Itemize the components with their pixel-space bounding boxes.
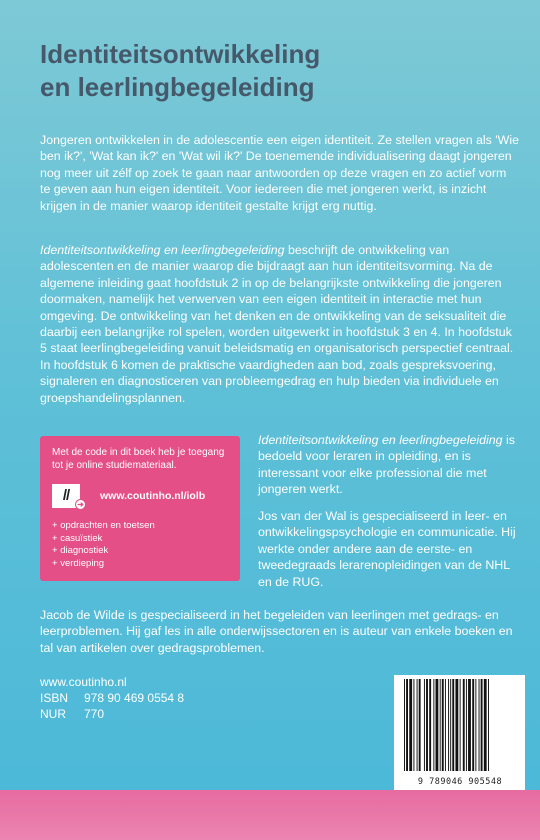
promo-feature-item: + casuïstiek: [52, 533, 228, 546]
barcode-bar: [436, 679, 439, 771]
title-line-2-bold: leerlingbegeleiding: [77, 72, 315, 102]
promo-feature-item: + diagnostiek: [52, 545, 228, 558]
barcode-number: 9 789046 905548: [417, 777, 503, 787]
barcode-bar: [440, 679, 441, 771]
online-code-icon-text: //: [62, 487, 70, 504]
audience-text: is bedoeld voor leraren in opleiding, en is interessant voor elke professional die met jongeren werkt.: [258, 433, 515, 497]
barcode-bar: [426, 679, 428, 771]
promo-url-link[interactable]: www.coutinho.nl/iolb: [100, 490, 206, 502]
barcode-bar: [460, 679, 461, 771]
barcode-bar: [479, 679, 480, 771]
colophon: [40, 674, 184, 722]
nur-value: 770: [84, 707, 105, 721]
promo-intro: Met de code in dit boek heb je toegang tot je online studiemateriaal.: [52, 447, 225, 471]
audience-italic-title: Identiteitsontwikkeling en leerlingbegeleiding: [258, 433, 503, 447]
author1-bio: Jos van der Wal is gespecialiseerd in leer- en ontwikkelingspsychologie en communicatie. Hij werkte onder andere aan de eerste- en tweedegraads lerarenopleidingen van de NHL en de RUG.: [258, 509, 516, 589]
barcode-bar: [481, 679, 483, 771]
online-code-icon: [52, 484, 84, 509]
isbn-barcode: [394, 675, 525, 790]
barcode-bar: [452, 679, 454, 771]
online-material-box: [40, 436, 240, 581]
barcode-bar: [424, 679, 425, 771]
isbn-label: ISBN: [40, 691, 69, 705]
barcode-bar: [404, 679, 405, 771]
title-line-2: [40, 71, 510, 104]
barcode-bars: [402, 679, 518, 775]
author2-bio: Jacob de Wilde is gespecialiseerd in het begeleiden van leerlingen met gedrags- en leerproblemen. Hij gaf les in alle onderwijssectoren en is auteur van enkele boeken en tal van artikelen over gedragsproblemen.: [40, 608, 513, 655]
title-line-1: Identiteitsontwikkeling: [40, 39, 321, 69]
barcode-bar: [417, 679, 418, 771]
barcode-bar: [450, 679, 451, 771]
barcode-bar: [442, 679, 444, 771]
barcode-bar: [409, 679, 412, 771]
barcode-bar: [466, 679, 467, 771]
barcode-bar: [463, 679, 465, 771]
barcode-bar: [413, 679, 414, 771]
barcode-bar: [455, 679, 458, 771]
barcode-bar: [468, 679, 471, 771]
nur-label: NUR: [40, 707, 66, 721]
description-text: beschrijft de ontwikkeling van adolescenten en de manier waarop die bijdraagt aan hun identiteitsvorming. Na de algemene inleiding gaat hoofdstuk 2 in op de belangrijkste ontwikkeling die jongeren doormaken, namelijk het verwerven van een eigen identiteit in interactie met hun omgeving. De ontwikkeling van het denken en de ontwikkeling van de seksualiteit die daarbij een belangrijke rol spelen, worden uitgewerkt in hoofdstuk 3 en 4. In hoofdstuk 5 staat leerlingbegeleiding vanuit beleidsmatig en organisatorisch perspectief centraal. In hoofdstuk 6 komen de praktische vaardigheden aan bod, zoals gespreksvoering, signaleren en diagnosticeren van probleemgedrag en hulp bieden via individuele en groepshandelingsplannen.: [40, 243, 514, 405]
promo-feature-item: + opdrachten en toetsen: [52, 520, 228, 533]
promo-feature-list: [52, 520, 228, 570]
nur-row: [40, 706, 184, 722]
promo-code-row: [52, 484, 228, 508]
isbn-value: 978 90 469 0554 8: [84, 691, 185, 705]
title-line-2-prefix: en: [40, 72, 78, 102]
barcode-bar: [484, 679, 487, 771]
publisher-website[interactable]: www.coutinho.nl: [40, 675, 127, 689]
book-title: [40, 38, 510, 104]
barcode-bar: [448, 679, 449, 771]
intro-paragraph: Jongeren ontwikkelen in de adolescentie een eigen identiteit. Ze stellen vragen als 'Wie ben ik?', 'Wat kan ik?' en 'Wat wil ik?' De toenemende individualisering daagt jongeren nog meer uit zélf op zoek te gaan naar antwoorden op deze vragen en zo actief vorm te geven aan hun eigen identiteit. Voor iedereen die met jongeren werkt, is inzicht krijgen in de manier waarop identiteit gestalte krijgt erg nuttig.: [40, 133, 520, 213]
bottom-color-band: [0, 790, 540, 840]
barcode-bar: [433, 679, 434, 771]
barcode-bar: [472, 679, 474, 771]
barcode-bar: [406, 679, 408, 771]
barcode-bar: [488, 679, 489, 771]
description-italic-title: Identiteitsontwikkeling en leerlingbegeleiding: [40, 243, 285, 257]
arrow-icon: ➜: [75, 499, 86, 510]
barcode-bar: [445, 679, 446, 771]
barcode-bar: [429, 679, 431, 771]
audience-paragraph: [258, 432, 520, 498]
isbn-row: [40, 690, 184, 706]
barcode-bar: [419, 679, 421, 771]
barcode-bar: [475, 679, 476, 771]
promo-feature-item: + verdieping: [52, 558, 228, 571]
description-paragraph: [40, 242, 520, 406]
